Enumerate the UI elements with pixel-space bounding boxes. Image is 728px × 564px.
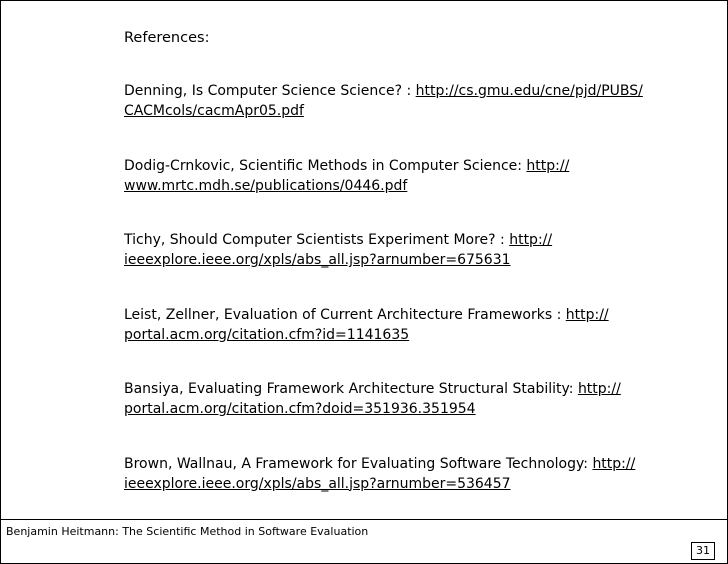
reference-line-1: [124, 305, 714, 325]
reference-item: [124, 454, 714, 494]
reference-item: [124, 156, 714, 196]
reference-link[interactable]: http://cs.gmu.edu/cne/pjd/PUBS/: [415, 83, 643, 99]
reference-list: [124, 81, 714, 528]
reference-line-1: [124, 454, 714, 474]
reference-line-1: [124, 81, 714, 101]
page-number: 31: [691, 542, 715, 560]
reference-text: Dodig-Crnkovic, Scientific Methods in Computer Science:: [124, 157, 522, 174]
reference-link[interactable]: http://: [526, 157, 570, 174]
reference-text: Tichy, Should Computer Scientists Experiment More? :: [124, 232, 505, 248]
references-heading: References:: [124, 30, 210, 46]
reference-link[interactable]: http://: [577, 381, 621, 397]
reference-item: [124, 81, 714, 121]
reference-text: Brown, Wallnau, A Framework for Evaluating Software Technology:: [124, 455, 588, 472]
footer-title: Benjamin Heitmann: The Scientific Method in Software Evaluation: [6, 525, 369, 538]
reference-link[interactable]: http://: [509, 232, 553, 248]
reference-text: Denning, Is Computer Science Science? :: [124, 83, 412, 99]
footer-divider: [1, 519, 727, 520]
reference-item: [124, 379, 714, 419]
reference-text: Leist, Zellner, Evaluation of Current Architecture Frameworks :: [124, 306, 562, 323]
reference-link[interactable]: http://: [592, 455, 636, 472]
reference-link-continued[interactable]: ieeexplore.ieee.org/xpls/abs_all.jsp?arnumber=536457: [124, 475, 511, 492]
reference-line-1: [124, 379, 714, 399]
reference-link-continued[interactable]: CACMcols/cacmApr05.pdf: [124, 103, 304, 119]
reference-link-continued[interactable]: www.mrtc.mdh.se/publications/0446.pdf: [124, 177, 408, 194]
reference-item: [124, 305, 714, 345]
reference-link-continued[interactable]: portal.acm.org/citation.cfm?id=1141635: [124, 326, 410, 343]
reference-line-1: [124, 230, 714, 250]
reference-text: Bansiya, Evaluating Framework Architecture Structural Stability:: [124, 381, 574, 397]
reference-link[interactable]: http://: [565, 306, 609, 323]
reference-link-continued[interactable]: ieeexplore.ieee.org/xpls/abs_all.jsp?arnumber=675631: [124, 252, 511, 268]
reference-link-continued[interactable]: portal.acm.org/citation.cfm?doid=351936.351954: [124, 401, 476, 417]
reference-item: [124, 230, 714, 270]
reference-line-1: [124, 156, 714, 176]
